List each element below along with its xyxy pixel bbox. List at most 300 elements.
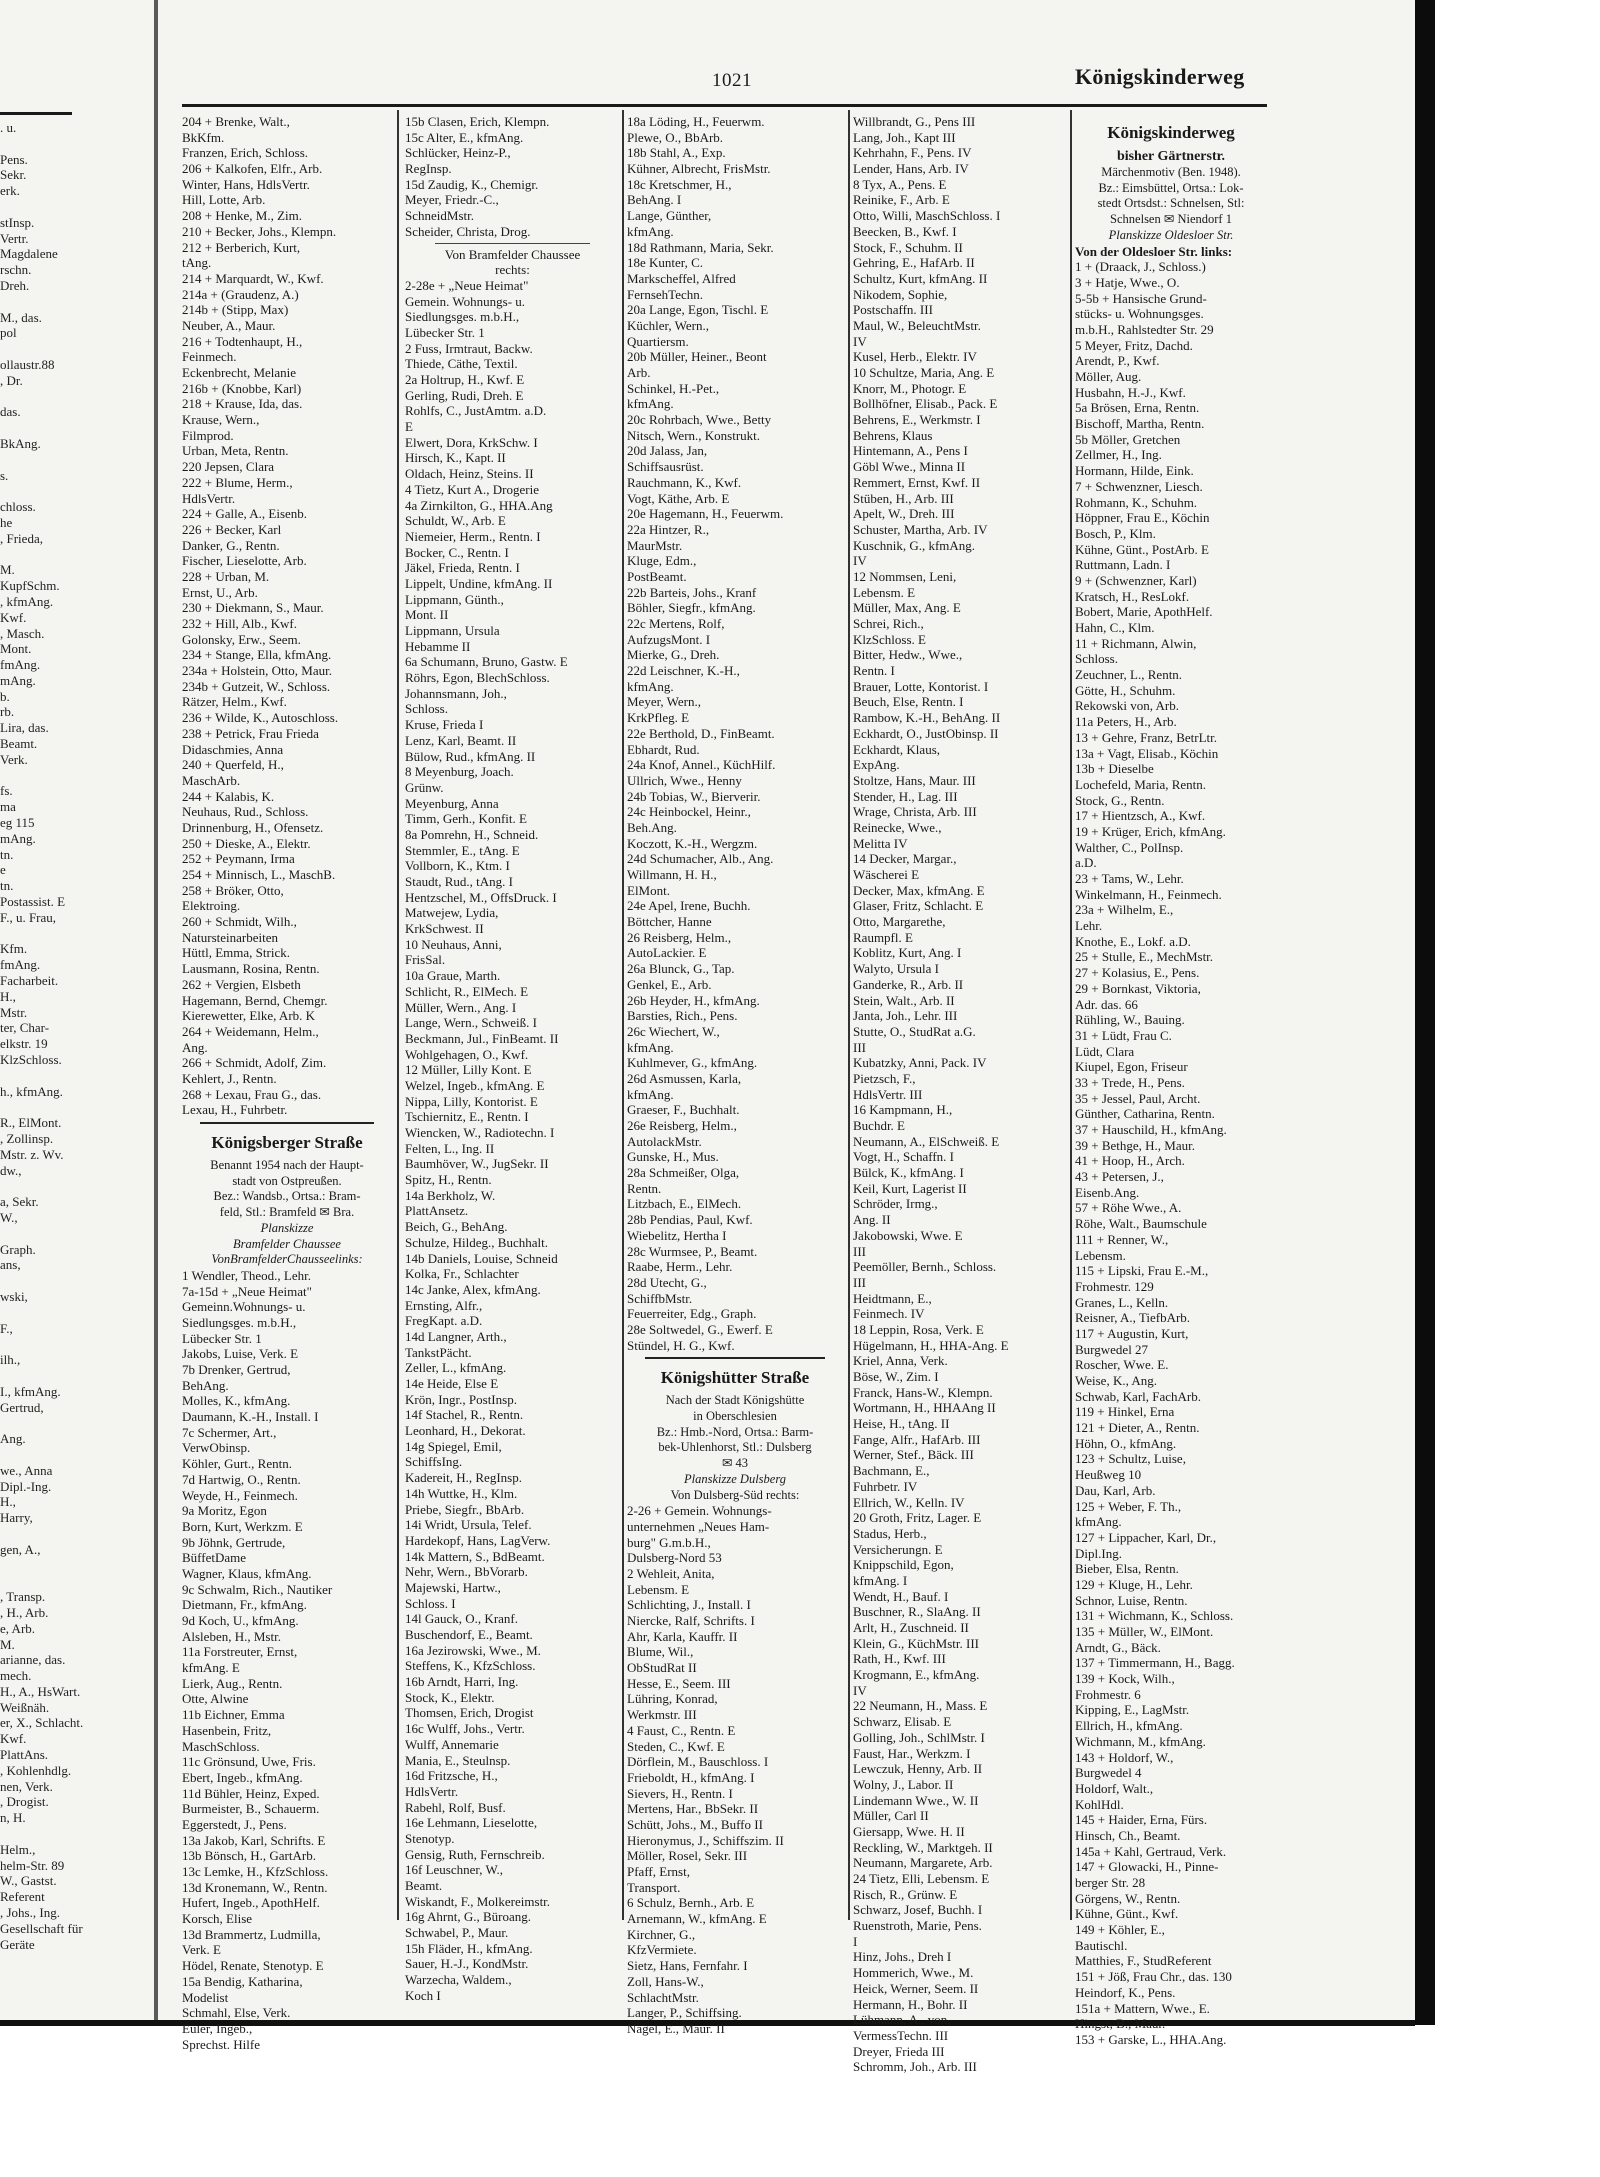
directory-entry: Wortmann, H., HHAAng II xyxy=(853,1400,996,1416)
directory-entry: E xyxy=(405,419,413,435)
directory-entry: Schlücker, Heinz-P., xyxy=(405,145,511,161)
directory-entry: Lehr. xyxy=(1075,918,1103,934)
directory-entry: 14g Spiegel, Emil, xyxy=(405,1438,502,1454)
directory-entry: Neumann, Margarete, Arb. xyxy=(853,1855,993,1871)
directory-entry: MaurMstr. xyxy=(627,537,683,553)
directory-entry: 1 Wendler, Theod., Lehr. xyxy=(182,1267,312,1283)
directory-entry: Lange, Günther, xyxy=(627,208,712,224)
directory-entry: Dreyer, Frieda III xyxy=(853,2043,945,2059)
left-fragment-line xyxy=(0,1368,150,1384)
directory-entry: Kuhlmever, G., kfmAng. xyxy=(627,1055,758,1071)
left-page-fragment xyxy=(0,120,150,1952)
directory-entry: 214a + (Graudenz, A.) xyxy=(182,286,299,302)
directory-entry: 139 + Kock, Wilh., xyxy=(1075,1671,1175,1687)
directory-entry: Fange, Alfr., HafArb. III xyxy=(853,1431,981,1447)
directory-entry: kfmAng. xyxy=(1075,1514,1122,1530)
left-fragment-line: Sekr. xyxy=(0,167,27,183)
directory-entry: Decker, Max, kfmAng. E xyxy=(853,882,985,898)
directory-entry: Lange, Wern., Schweiß. I xyxy=(405,1015,537,1031)
left-fragment-line: das. xyxy=(0,404,21,420)
directory-entry: Vogt, H., Schaffn. I xyxy=(853,1149,954,1165)
directory-entry: MaschSchloss. xyxy=(182,1738,260,1754)
directory-entry: Schuster, Martha, Arb. IV xyxy=(853,521,988,537)
directory-entry: Scheider, Christa, Drog. xyxy=(405,223,531,239)
directory-entry: Ullrich, Wwe., Henny xyxy=(627,772,742,788)
directory-entry: 13 + Gehre, Franz, BetrLtr. xyxy=(1075,729,1217,745)
left-fragment-line: F., xyxy=(0,1320,13,1336)
directory-entry: Buschner, R., SlaAng. II xyxy=(853,1604,981,1620)
directory-entry: Göbl Wwe., Minna II xyxy=(853,459,966,475)
left-fragment-line: fs. xyxy=(0,783,13,799)
directory-entry: Stenotyp. xyxy=(405,1830,455,1846)
directory-entry: 22e Berthold, D., FinBeamt. xyxy=(627,725,775,741)
directory-entry: Kühner, Albrecht, FrisMstr. xyxy=(627,161,771,177)
directory-entry: KohlHdl. xyxy=(1075,1796,1124,1812)
directory-entry: Burgwedel 4 xyxy=(1075,1765,1142,1781)
directory-entry: Dulsberg-Nord 53 xyxy=(627,1550,722,1566)
directory-entry: Nitsch, Wern., Konstrukt. xyxy=(627,427,761,443)
directory-entry: 218 + Krause, Ida, das. xyxy=(182,396,303,412)
directory-entry: Roscher, Wwe. E. xyxy=(1075,1357,1169,1373)
directory-entry: 7a-15d + „Neue Heimat" xyxy=(182,1283,312,1299)
directory-entry: Meyenburg, Anna xyxy=(405,795,499,811)
directory-entry: Lübecker Str. 1 xyxy=(405,324,485,340)
left-fragment-line: e xyxy=(0,862,6,878)
directory-entry: Ellrich, H., kfmAng. xyxy=(1075,1718,1183,1734)
left-fragment-line: Postassist. E xyxy=(0,894,66,910)
directory-entry: SchlachtMstr. xyxy=(627,1989,699,2005)
left-fragment-line: Magdalene xyxy=(0,246,58,262)
street-info-line: Märchenmotiv (Ben. 1948). xyxy=(1101,165,1241,179)
directory-entry: Dipl.Ing. xyxy=(1075,1545,1122,1561)
directory-entry: Baumhöver, W., JugSekr. II xyxy=(405,1156,549,1172)
street-heading: Königsberger Straße xyxy=(211,1133,363,1152)
left-fragment-line: Helm., xyxy=(0,1841,36,1857)
directory-entry: burg" G.m.b.H., xyxy=(627,1534,711,1550)
left-fragment-line: Dipl.-Ing. xyxy=(0,1478,52,1494)
directory-entry: Hingst, B., Maur. xyxy=(1075,2016,1166,2032)
directory-entry: Matwejew, Lydia, xyxy=(405,905,499,921)
directory-entry: Stock, G., Rentn. xyxy=(1075,792,1165,808)
directory-entry: 24d Schumacher, Alb., Ang. xyxy=(627,851,774,867)
directory-entry: Janta, Joh., Lehr. III xyxy=(853,1008,958,1024)
directory-entry: Eisenb.Ang. xyxy=(1075,1184,1140,1200)
left-fragment-line xyxy=(0,1558,150,1574)
directory-entry: 5 Meyer, Fritz, Dachd. xyxy=(1075,337,1193,353)
directory-entry: Lebensm. xyxy=(1075,1247,1126,1263)
section-rule xyxy=(435,243,590,244)
directory-entry: 28e Soltwedel, G., Ewerf. E xyxy=(627,1321,773,1337)
directory-entry: 9b Jöhnk, Gertrude, xyxy=(182,1534,286,1550)
left-fragment-line xyxy=(0,389,150,405)
directory-entry: Danker, G., Rentn. xyxy=(182,537,280,553)
directory-entry: 208 + Henke, M., Zim. xyxy=(182,208,302,224)
directory-entry: 234b + Gutzeit, W., Schloss. xyxy=(182,678,331,694)
directory-entry: BehAng. I xyxy=(627,192,682,208)
directory-entry: Rambow, K.-H., BehAng. II xyxy=(853,710,1001,726)
directory-entry: 13a + Vagt, Elisab., Köchin xyxy=(1075,745,1219,761)
left-fragment-line: mech. xyxy=(0,1668,32,1684)
directory-entry: 151a + Mattern, Wwe., E. xyxy=(1075,2000,1210,2016)
directory-entry: Sietz, Hans, Fernfahr. I xyxy=(627,1958,748,1974)
directory-entry: 7b Drenker, Gertrud, xyxy=(182,1362,291,1378)
left-fragment-line: rschn. xyxy=(0,262,32,278)
directory-entry: Stutte, O., StudRat a.G. xyxy=(853,1023,976,1039)
directory-entry: 20a Lange, Egon, Tischl. E xyxy=(627,302,769,318)
directory-entry: 20b Müller, Heiner., Beont xyxy=(627,349,767,365)
directory-entry: Felten, L., Ing. II xyxy=(405,1140,495,1156)
directory-entry: 11a Peters, H., Arb. xyxy=(1075,714,1177,730)
left-fragment-line: Vertr. xyxy=(0,230,29,246)
directory-entry: Beecken, B., Kwf. I xyxy=(853,223,957,239)
street-heading: Königskinderweg xyxy=(1107,123,1235,142)
directory-entry: Knothe, E., Lokf. a.D. xyxy=(1075,933,1191,949)
directory-entry: Matthies, F., StudReferent xyxy=(1075,1953,1212,1969)
directory-entry: 26a Blunck, G., Tap. xyxy=(627,961,735,977)
directory-entry: Majewski, Hartw., xyxy=(405,1579,501,1595)
left-fragment-line: Referent xyxy=(0,1889,45,1905)
directory-entry: 14c Janke, Alex, kfmAng. xyxy=(405,1281,541,1297)
left-fragment-line xyxy=(0,1526,150,1542)
directory-entry: TankstPächt. xyxy=(405,1344,472,1360)
directory-entry: 145a + Kahl, Gertraud, Verk. xyxy=(1075,1843,1227,1859)
directory-entry: Köhler, Gurt., Rentn. xyxy=(182,1456,292,1472)
directory-entry: Zellmer, H., Ing. xyxy=(1075,447,1162,463)
directory-entry: Kruse, Frieda I xyxy=(405,717,484,733)
directory-entry: Bobert, Marie, ApothHelf. xyxy=(1075,604,1213,620)
directory-entry: Stündel, H. G., Kwf. xyxy=(627,1337,735,1353)
directory-entry: 125 + Weber, F. Th., xyxy=(1075,1498,1182,1514)
directory-entry: Rätzer, Helm., Kwf. xyxy=(182,694,287,710)
directory-entry: Kriel, Anna, Verk. xyxy=(853,1353,948,1369)
directory-entry: Hermann, H., Bohr. II xyxy=(853,1996,968,2012)
left-fragment-line: KupfSchm. xyxy=(0,578,60,594)
left-fragment-line: fmAng. xyxy=(0,657,41,673)
left-fragment-line: he xyxy=(0,514,13,530)
directory-entry: 26c Wiechert, W., xyxy=(627,1023,720,1039)
street-info-line: Nach der Stadt Königshütte xyxy=(665,1393,805,1408)
left-fragment-line: mAng. xyxy=(0,672,36,688)
directory-entry: 137 + Timmermann, H., Bagg. xyxy=(1075,1655,1235,1671)
left-fragment-line: Kfm. xyxy=(0,941,28,957)
directory-entry: Schwarz, Josef, Buchh. I xyxy=(853,1902,983,1918)
directory-entry: Zoll, Hans-W., xyxy=(627,1973,704,1989)
directory-entry: Bischoff, Martha, Rentn. xyxy=(1075,416,1205,432)
directory-entry: Stoltze, Hans, Maur. III xyxy=(853,772,976,788)
directory-entry: Otto, Margarethe, xyxy=(853,914,946,930)
directory-entry: 43 + Petersen, J., xyxy=(1075,1169,1164,1185)
directory-entry: Schinkel, H.-Pet., xyxy=(627,380,720,396)
directory-entry: Zeller, L., kfmAng. xyxy=(405,1360,507,1376)
directory-entry: 26e Reisberg, Helm., xyxy=(627,1118,737,1133)
directory-entry: Müller, Wern., Ang. I xyxy=(405,999,517,1015)
left-fragment-line: mAng. xyxy=(0,830,36,846)
directory-entry: 234a + Holstein, Otto, Maur. xyxy=(182,663,332,679)
directory-entry: Siedlungsges. m.b.H., xyxy=(182,1314,297,1330)
directory-entry: 224 + Galle, A., Eisenb. xyxy=(182,506,308,522)
directory-entry: 153 + Garske, L., HHA.Ang. xyxy=(1075,2031,1227,2047)
directory-entry: Urban, Meta, Rentn. xyxy=(182,443,289,459)
directory-entry: 13c Lemke, H., KfzSchloss. xyxy=(182,1864,329,1880)
directory-entry: Rauchmann, K., Kwf. xyxy=(627,474,742,490)
directory-entry: 24c Heinbockel, Heinr., xyxy=(627,804,751,820)
directory-entry: 13b + Dieselbe xyxy=(1075,761,1154,777)
directory-entry: Ruttmann, Ladn. I xyxy=(1075,557,1171,573)
street-info-line: Planskizze Dulsberg xyxy=(684,1471,786,1486)
left-fragment-line: elkstr. 19 xyxy=(0,1036,48,1052)
directory-entry: Lebensm. E xyxy=(627,1581,690,1597)
left-fragment-line: . u. xyxy=(0,120,17,135)
directory-entry: Schlicht, R., ElMech. E xyxy=(405,983,529,999)
left-fragment-line: , Kohlenhdlg. xyxy=(0,1762,72,1778)
directory-entry: Rentn. I xyxy=(853,663,895,679)
directory-entry: Golonsky, Erw., Seem. xyxy=(182,631,301,647)
directory-entry: Melitta IV xyxy=(853,835,908,851)
directory-entry: 26 Reisberg, Helm., xyxy=(627,929,732,945)
directory-entry: Möller, Aug. xyxy=(1075,369,1142,385)
directory-entry: 28c Wurmsee, P., Beamt. xyxy=(627,1243,758,1259)
directory-entry: Weyde, H., Feinmech. xyxy=(182,1487,298,1503)
directory-entry: Meyer, Friedr.-C., xyxy=(405,192,499,208)
directory-entry: 18 Leppin, Rosa, Verk. E xyxy=(853,1321,984,1337)
directory-entry: 18d Rathmann, Maria, Sekr. xyxy=(627,239,774,255)
directory-entry: 20c Rohrbach, Wwe., Betty xyxy=(627,412,772,428)
directory-entry: Sievers, H., Rentn. I xyxy=(627,1785,733,1801)
directory-entry: Wichmann, M., kfmAng. xyxy=(1075,1733,1206,1749)
directory-entry: Willmann, H. H., xyxy=(627,867,717,882)
directory-entry: Böttcher, Hanne xyxy=(627,914,712,930)
directory-entry: Sauer, H.-J., KondMstr. xyxy=(405,1956,529,1972)
directory-entry: Stock, F., Schuhm. II xyxy=(853,239,963,255)
directory-entry: BehAng. xyxy=(182,1377,229,1393)
directory-entry: Beich, G., BehAng. xyxy=(405,1219,508,1235)
directory-entry: Frohmestr. 6 xyxy=(1075,1686,1141,1702)
directory-entry: 214b + (Stipp, Max) xyxy=(182,302,289,318)
directory-entry: 10a Graue, Marth. xyxy=(405,968,501,984)
directory-entry: Möller, Rosel, Sekr. III xyxy=(627,1848,748,1864)
directory-entry: III xyxy=(853,1243,866,1259)
directory-entry: IV xyxy=(853,553,867,569)
directory-entry: 22 Neumann, H., Mass. E xyxy=(853,1698,988,1714)
directory-entry: Risch, R., Grünw. E xyxy=(853,1886,958,1902)
directory-entry: Rentn. xyxy=(627,1180,662,1196)
directory-entry: Arb. xyxy=(627,365,651,380)
directory-entry: Schloss. xyxy=(405,701,448,717)
book-gutter xyxy=(154,0,158,2025)
directory-entry: 23 + Tams, W., Lehr. xyxy=(1075,871,1184,887)
street-heading: Königshütter Straße xyxy=(660,1368,810,1388)
directory-entry: Heußweg 10 xyxy=(1075,1467,1142,1483)
directory-entry: Gerling, Rudi, Dreh. E xyxy=(405,387,524,403)
directory-entry: Hödel, Renate, Stenotyp. E xyxy=(182,1958,324,1974)
directory-entry: 8 Tyx, A., Pens. E xyxy=(853,176,947,192)
directory-entry: Ruenstroth, Marie, Pens. xyxy=(853,1918,982,1934)
left-fragment-line: F., u. Frau, xyxy=(0,909,57,925)
left-fragment-line: dw., xyxy=(0,1162,22,1178)
directory-entry: Raabe, Herm., Lehr. xyxy=(627,1259,733,1275)
directory-entry: Lender, Hans, Arb. IV xyxy=(853,161,969,177)
directory-entry: Didaschmies, Anna xyxy=(182,741,284,757)
directory-entry: Thomsen, Erich, Drogist xyxy=(405,1705,534,1721)
directory-entry: VerwObinsp. xyxy=(182,1440,251,1456)
directory-entry: Lühring, Konrad, xyxy=(627,1691,718,1707)
left-fragment-line: H., xyxy=(0,988,16,1004)
section-rule xyxy=(645,1357,825,1359)
directory-entry: 2 Fuss, Irmtraut, Backw. xyxy=(405,340,533,356)
directory-entry: 14i Wridt, Ursula, Telef. xyxy=(405,1517,532,1533)
directory-entry: Bülck, K., kfmAng. I xyxy=(853,1165,964,1181)
directory-entry: Wagner, Klaus, kfmAng. xyxy=(182,1565,312,1581)
directory-entry: Faust, Har., Werkzm. I xyxy=(853,1745,971,1761)
left-fragment-line xyxy=(0,1099,150,1115)
directory-entry: Stock, K., Elektr. xyxy=(405,1689,495,1705)
directory-entry: Barsties, Rich., Pens. xyxy=(627,1008,738,1024)
directory-entry: Hufert, Ingeb., ApothHelf. xyxy=(182,1895,320,1911)
left-fragment-line: s. xyxy=(0,467,9,483)
directory-entry: stücks- u. Wohnungsges. xyxy=(1075,306,1204,322)
left-fragment-line xyxy=(0,1415,150,1431)
left-fragment-line: erk. xyxy=(0,183,20,199)
directory-entry: 4 Tietz, Kurt A., Drogerie xyxy=(405,481,539,497)
directory-entry: Kühne, Günt., Kwf. xyxy=(1075,1906,1179,1922)
directory-entry: Wolny, J., Labor. II xyxy=(853,1776,954,1792)
left-fragment-line: eg 115 xyxy=(0,815,35,831)
left-fragment-line: ilh., xyxy=(0,1352,21,1368)
directory-entry: Wohlgehagen, O., Kwf. xyxy=(405,1046,529,1062)
directory-entry: Kiupel, Egon, Friseur xyxy=(1075,1059,1188,1075)
left-fragment-line: Weißnäh. xyxy=(0,1699,50,1715)
left-fragment-line: tn. xyxy=(0,846,14,862)
directory-entry: kfmAng. xyxy=(627,1039,674,1055)
directory-entry: Schwabel, P., Maur. xyxy=(405,1925,509,1941)
left-fragment-line xyxy=(0,1273,150,1289)
directory-entry: Beamt. xyxy=(405,1878,443,1893)
directory-entry: Niercke, Ralf, Schrifts. I xyxy=(627,1613,755,1629)
directory-entry: 13b Bönsch, H., GartArb. xyxy=(182,1848,316,1864)
directory-entry: Kadereit, H., RegInsp. xyxy=(405,1470,522,1486)
directory-entry: Mertens, Har., BbSekr. II xyxy=(627,1801,759,1817)
directory-entry: Böse, W., Zim. I xyxy=(853,1369,939,1384)
street-info-line: ✉ 43 xyxy=(721,1456,749,1471)
directory-entry: IV xyxy=(853,1682,867,1698)
directory-entry: Daumann, K.-H., Install. I xyxy=(182,1409,319,1425)
directory-entry: 16b Arndt, Harri, Ing. xyxy=(405,1674,519,1690)
directory-entry: Siedlungsges. m.b.H., xyxy=(405,309,520,325)
directory-entry: 19 + Krüger, Erich, kfmAng. xyxy=(1075,823,1226,839)
directory-entry: Küchler, Wern., xyxy=(627,317,709,333)
directory-entry: Bollhöfner, Elisab., Pack. E xyxy=(853,396,998,412)
directory-entry: Schwarz, Elisab. E xyxy=(853,1714,952,1730)
street-info-line: Von Dulsberg-Süd rechts: xyxy=(670,1487,800,1502)
left-fragment-line: nen, Verk. xyxy=(0,1778,53,1794)
directory-entry: Modelist xyxy=(182,1989,229,2005)
directory-entry: 17 + Hientzsch, A., Kwf. xyxy=(1075,808,1206,824)
directory-entry: Jäkel, Frieda, Rentn. I xyxy=(405,560,520,576)
left-fragment-line: , Drogist. xyxy=(0,1794,49,1810)
directory-entry: PostBeamt. xyxy=(627,568,687,584)
directory-entry: Drinnenburg, H., Ofensetz. xyxy=(182,819,324,835)
directory-entry: 121 + Dieter, A., Rentn. xyxy=(1075,1420,1200,1436)
left-fragment-line: Mstr. xyxy=(0,1004,28,1020)
directory-entry: Otto, Willi, MaschSchloss. I xyxy=(853,208,1001,224)
directory-entry: 129 + Kluge, H., Lehr. xyxy=(1075,1576,1193,1592)
directory-entry: 4 Faust, C., Rentn. E xyxy=(627,1722,736,1738)
street-info-line: Bz.: Hmb.-Nord, Ortsa.: Barm- xyxy=(656,1424,814,1439)
left-fragment-line: M. xyxy=(0,1636,15,1652)
directory-entry: 131 + Wichmann, K., Schloss. xyxy=(1075,1608,1234,1624)
directory-entry: a.D. xyxy=(1075,855,1097,871)
directory-entry: Natursteinarbeiten xyxy=(182,929,279,945)
directory-entry: Ang. xyxy=(182,1039,208,1055)
directory-entry: Heidtmann, E., xyxy=(853,1290,932,1306)
directory-entry: Gensig, Ruth, Fernschreib. xyxy=(405,1846,545,1862)
directory-entry: Müller, Carl II xyxy=(853,1808,929,1824)
directory-entry: Gemeinn.Wohnungs- u. xyxy=(182,1299,306,1315)
street-info-line: stedt Ortsdst.: Schnelsen, Stl: xyxy=(1097,196,1245,211)
directory-entry: 13d Brammertz, Ludmilla, xyxy=(182,1926,321,1942)
directory-entry: Hasenbein, Fritz, xyxy=(182,1722,272,1738)
directory-entry: Knorr, M., Photogr. E xyxy=(853,380,967,396)
directory-entry: Schuldt, W., Arb. E xyxy=(405,513,506,529)
directory-entry: Kehlert, J., Rentn. xyxy=(182,1070,277,1086)
directory-entry: Wiencken, W., Radiotechn. I xyxy=(405,1125,555,1140)
directory-entry: Pietzsch, F., xyxy=(853,1070,916,1086)
directory-entry: kfmAng. xyxy=(627,396,674,412)
directory-entry: Hinz, Johs., Dreh I xyxy=(853,1949,952,1965)
left-fragment-line: tn. xyxy=(0,878,14,894)
street-info-line: VonBramfelderChausseelinks: xyxy=(211,1252,363,1267)
street-info-line: Bramfelder Chaussee xyxy=(233,1236,341,1251)
street-info-line: Schnelsen ✉ Niendorf 1 xyxy=(1110,212,1232,227)
directory-entry: RegInsp. xyxy=(405,161,452,177)
directory-entry: Zeuchner, L., Rentn. xyxy=(1075,667,1183,683)
directory-entry: BkKfm. xyxy=(182,129,225,145)
street-info-line: Benannt 1954 nach der Haupt- xyxy=(210,1158,364,1172)
street-info-line: in Oberschlesien xyxy=(693,1409,777,1424)
directory-entry: Lüdt, Clara xyxy=(1075,1043,1135,1059)
left-fragment-line: Ang. xyxy=(0,1431,26,1447)
left-fragment-line: wski, xyxy=(0,1288,28,1304)
directory-entry: Wiebelitz, Hertha I xyxy=(627,1227,727,1243)
directory-entry: Spitz, H., Rentn. xyxy=(405,1172,492,1188)
directory-entry: Böhler, Siegfr., kfmAng. xyxy=(627,600,756,616)
page-edge xyxy=(1415,0,1435,2025)
directory-entry: Tschiernitz, E., Rentn. I xyxy=(405,1109,529,1125)
left-fragment-line: BkAng. xyxy=(0,435,41,451)
directory-entry: Kratsch, H., ResLokf. xyxy=(1075,588,1190,604)
directory-entry: Neumann, A., ElSchweiß. E xyxy=(853,1133,1000,1149)
directory-entry: Burgwedel 27 xyxy=(1075,1341,1149,1357)
directory-entry: 236 + Wilde, K., Autoschloss. xyxy=(182,710,339,726)
directory-entry: Lübecker Str. 1 xyxy=(182,1330,262,1346)
directory-entry: Golling, Joh., SchlMstr. I xyxy=(853,1729,985,1745)
directory-entry: Götte, H., Schuhm. xyxy=(1075,682,1176,698)
left-fragment-line: Kwf. xyxy=(0,1731,27,1747)
left-fragment-line: Dreh. xyxy=(0,277,30,293)
directory-entry: Husbahn, H.-J., Kwf. xyxy=(1075,384,1186,400)
directory-entry: Nehr, Wern., BbVorarb. xyxy=(405,1564,528,1580)
street-info-line: feld, Stl.: Bramfeld ✉ Bra. xyxy=(219,1205,355,1220)
directory-entry: Walther, C., PolInsp. xyxy=(1075,839,1184,855)
directory-entry: 24a Knof, Annel., KüchHilf. xyxy=(627,757,776,773)
directory-entry: 29 + Bornkast, Viktoria, xyxy=(1075,980,1201,996)
directory-entry: Lippmann, Günth., xyxy=(405,591,504,607)
directory-entry: Rühling, W., Bauing. xyxy=(1075,1012,1185,1028)
directory-entry: 22c Mertens, Rolf, xyxy=(627,616,725,631)
directory-entry: 234 + Stange, Ella, kfmAng. xyxy=(182,647,332,663)
directory-entry: 31 + Lüdt, Frau C. xyxy=(1075,1027,1172,1043)
left-fragment-line: H., A., HsWart. xyxy=(0,1683,81,1699)
